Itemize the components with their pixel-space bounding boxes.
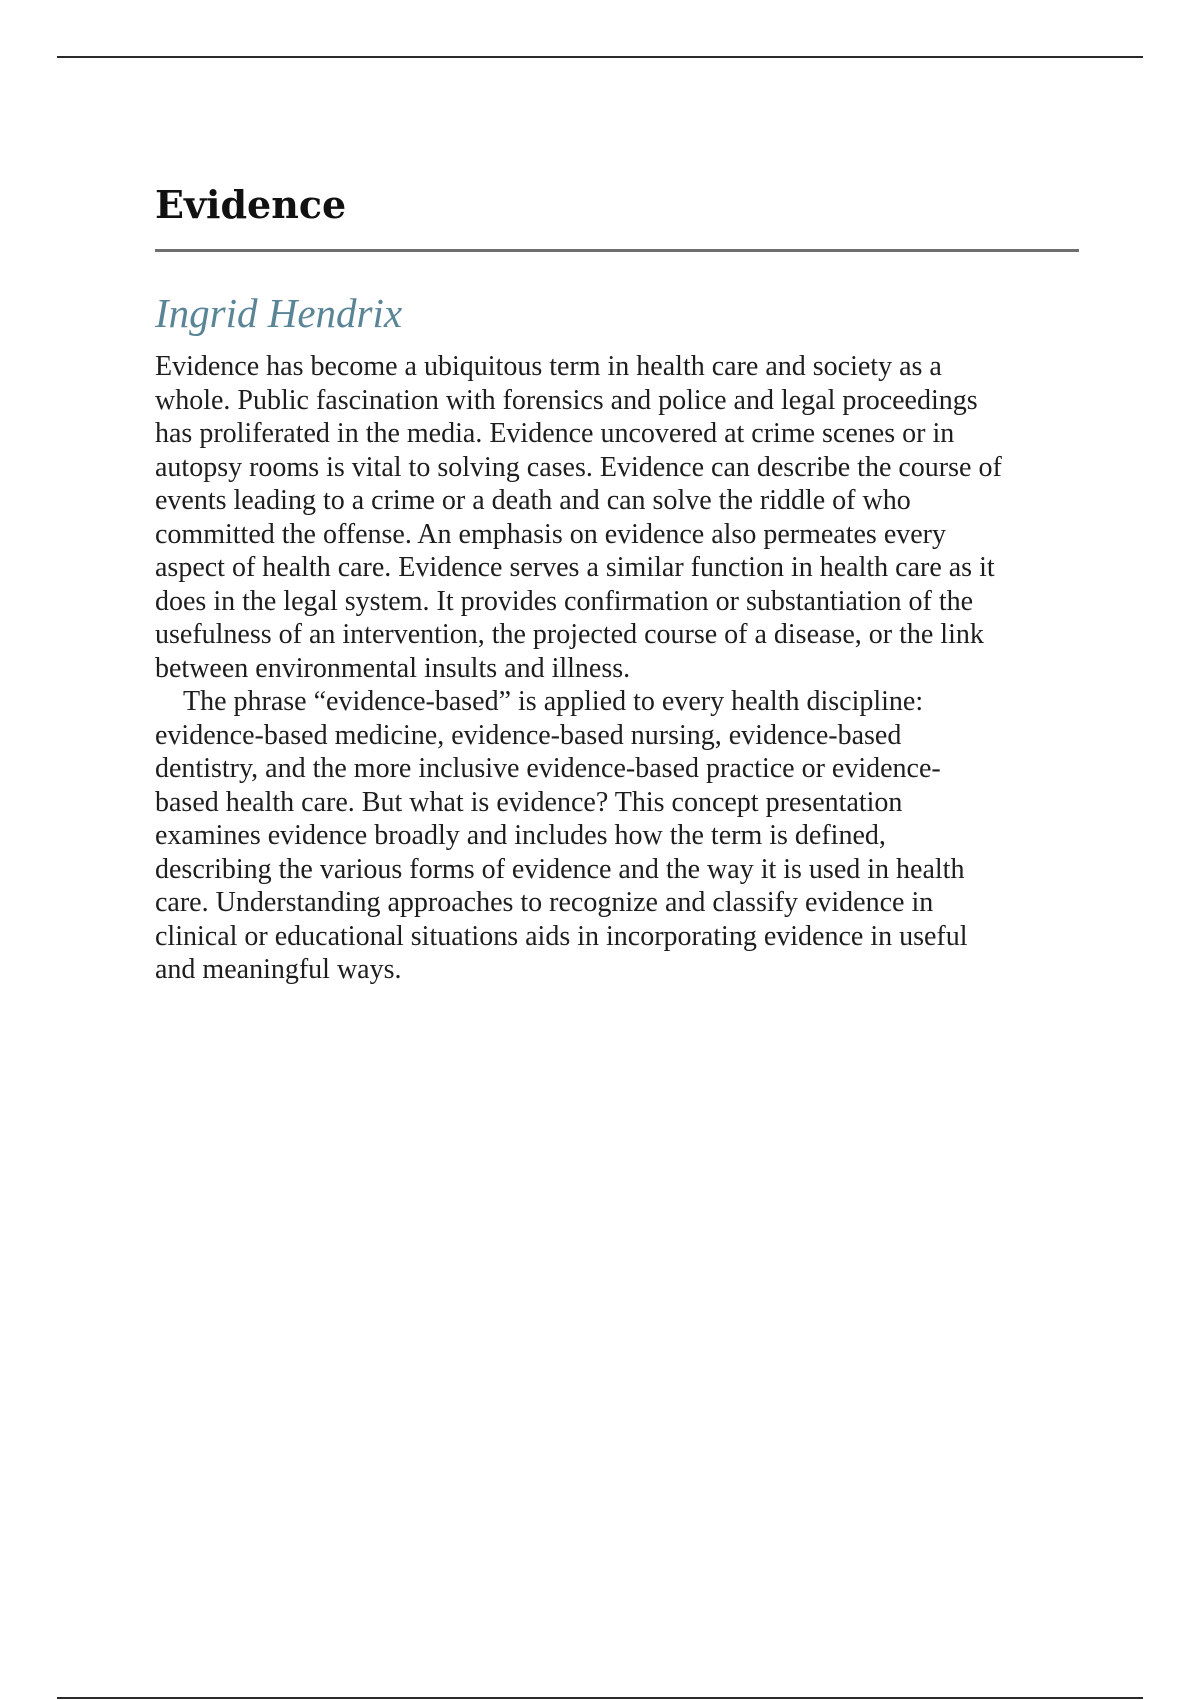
text-line: autopsy rooms is vital to solving cases. Evidence can describe the course of	[155, 451, 1002, 483]
page-top-rule	[57, 56, 1143, 58]
text-line: clinical or educational situations aids in incorporating evidence in useful	[155, 920, 968, 952]
text-line: evidence-based medicine, evidence-based nursing, evidence-based	[155, 719, 902, 751]
text-line: describing the various forms of evidence and the way it is used in health	[155, 853, 965, 885]
text-line: usefulness of an intervention, the projected course of a disease, or the link	[155, 619, 984, 650]
text-line: based health care. But what is evidence? This concept presentation	[155, 786, 903, 818]
text-line: dentistry, and the more inclusive evidence-based practice or evidence-	[155, 753, 941, 784]
text-line: events leading to a crime or a death and can solve the riddle of who	[155, 485, 911, 516]
paragraph-2	[155, 685, 1080, 987]
text-line: does in the legal system. It provides confirmation or substantiation of the	[155, 585, 974, 617]
text-line: whole. Public fascination with forensics and police and legal proceedings	[155, 384, 978, 416]
text-line: committed the offense. An emphasis on evidence also permeates every	[155, 518, 946, 550]
text-line: care. Understanding approaches to recognize and classify evidence in	[155, 887, 934, 918]
text-line: Evidence has become a ubiquitous term in health care and society as a	[155, 351, 942, 382]
text-line: between environmental insults and illness.	[155, 652, 631, 684]
text-line: examines evidence broadly and includes how the term is defined,	[155, 820, 886, 851]
page-bottom-rule	[57, 1697, 1143, 1699]
chapter-title: Evidence	[155, 182, 347, 227]
author-name: Ingrid Hendrix	[155, 290, 403, 336]
chapter-opening	[155, 180, 1080, 987]
title-underline	[155, 249, 1079, 252]
text-line: The phrase “evidence-based” is applied to every health discipline:	[183, 686, 924, 717]
text-line: and meaningful ways.	[155, 954, 402, 985]
text-line: aspect of health care. Evidence serves a similar function in health care as it	[155, 552, 995, 583]
paragraph-1	[155, 350, 1080, 685]
text-line: has proliferated in the media. Evidence uncovered at crime scenes or in	[155, 418, 955, 449]
